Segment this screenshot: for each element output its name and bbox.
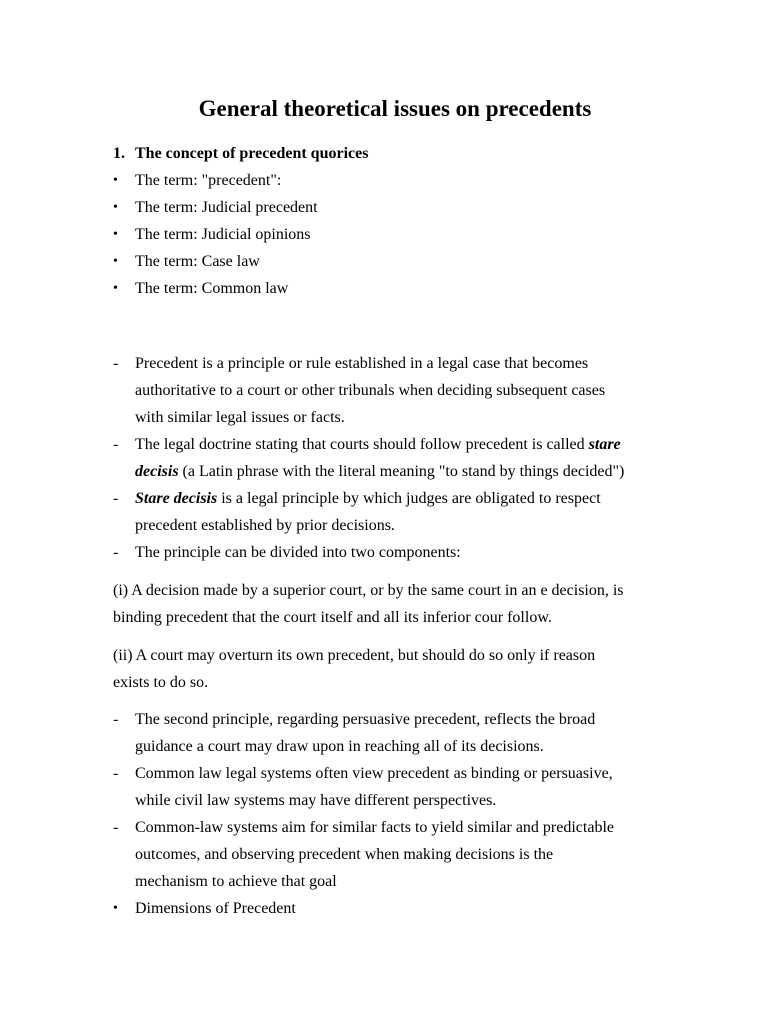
dash-item-line: mechanism to achieve that goal <box>135 873 337 890</box>
dash-item-line <box>135 485 601 512</box>
dash-marker: - <box>113 355 119 372</box>
dash-item-text: The legal doctrine stating that courts should follow precedent is called <box>135 436 589 453</box>
dash-item-text: (a Latin phrase with the literal meaning "to stand by things decided") <box>178 463 625 480</box>
dash-item-line: precedent established by prior decisions. <box>135 517 395 534</box>
dash-item-text: is a legal principle by which judges are obligated to respect <box>217 490 601 507</box>
dash-item-line: Common law legal systems often view precedent as binding or persuasive, <box>135 765 613 782</box>
dash-marker: - <box>113 490 119 507</box>
section-heading-text: The concept of precedent quorices <box>135 145 369 162</box>
component-ii-line: exists to do so. <box>113 674 209 691</box>
component-ii-line: (ii) A court may overturn its own precedent, but should do so only if reason <box>113 647 596 664</box>
dash-item-line: authoritative to a court or other tribunals when deciding subsequent cases <box>135 382 606 399</box>
dash-marker: - <box>113 711 119 728</box>
emphasis-term: Stare decisis <box>135 490 218 507</box>
bullet-icon: • <box>113 901 118 916</box>
emphasis-term: stare <box>588 436 621 453</box>
emphasis-term: decisis <box>135 463 179 480</box>
dash-item-line: The principle can be divided into two components: <box>135 544 461 561</box>
dash-item-line: guidance a court may draw upon in reaching all of its decisions. <box>135 738 544 755</box>
final-bullet-text: Dimensions of Precedent <box>135 900 296 917</box>
dash-marker: - <box>113 436 119 453</box>
dash-marker: - <box>113 544 119 561</box>
dash-item-line: Common-law systems aim for similar facts to yield similar and predictable <box>135 819 614 836</box>
bullet-icon: • <box>113 173 118 188</box>
dash-item-line: Precedent is a principle or rule established in a legal case that becomes <box>135 355 589 372</box>
dash-marker: - <box>113 819 119 836</box>
bullet-icon: • <box>113 227 118 242</box>
component-i-line: binding precedent that the court itself and all its inferior cour follow. <box>113 609 552 626</box>
term-text: The term: Judicial opinions <box>135 226 311 243</box>
dash-item-line: while civil law systems may have different perspectives. <box>135 792 497 809</box>
section-number: 1. <box>113 145 125 162</box>
term-text: The term: Judicial precedent <box>135 199 318 216</box>
term-text: The term: Case law <box>135 253 260 270</box>
bullet-icon: • <box>113 200 118 215</box>
dash-marker: - <box>113 765 119 782</box>
bullet-icon: • <box>113 254 118 269</box>
dash-item-line: The second principle, regarding persuasive precedent, reflects the broad <box>135 711 596 728</box>
dash-item-line: with similar legal issues or facts. <box>135 409 345 426</box>
dash-item-line <box>135 431 621 458</box>
term-text: The term: "precedent": <box>135 172 282 189</box>
dash-item-line: outcomes, and observing precedent when making decisions is the <box>135 846 554 863</box>
dash-item-line <box>135 458 624 485</box>
term-text: The term: Common law <box>135 280 289 297</box>
component-i-line: (i) A decision made by a superior court, or by the same court in an e decision, is <box>113 582 624 599</box>
bullet-icon: • <box>113 281 118 296</box>
document-title: General theoretical issues on precedents <box>198 96 592 121</box>
